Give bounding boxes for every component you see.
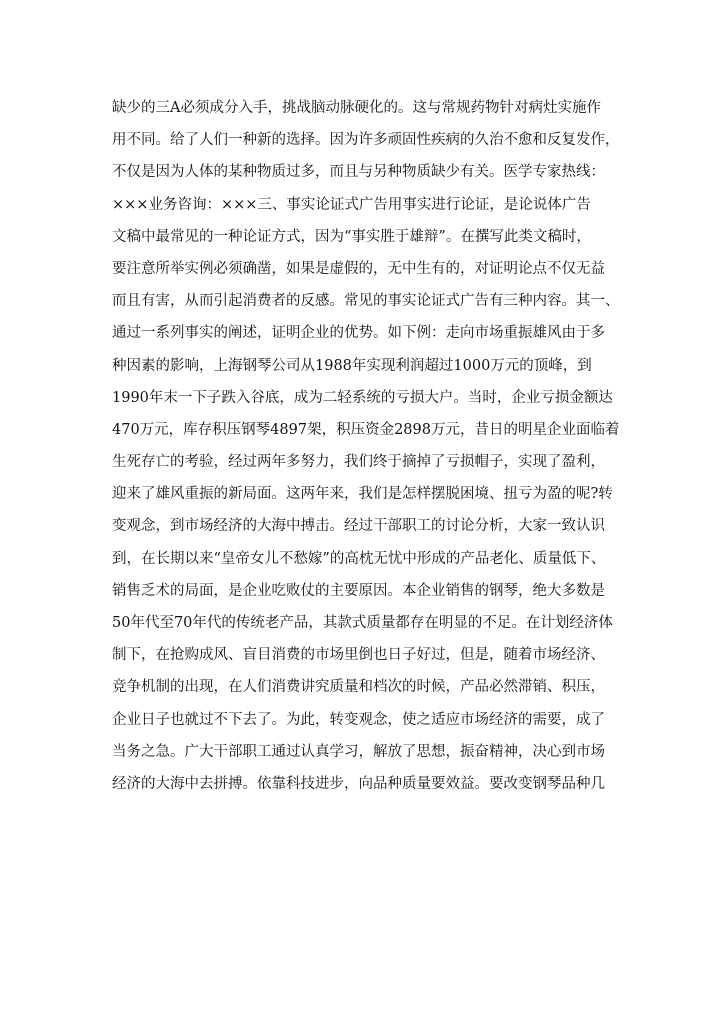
text-line: 文稿中最常见的一种论证方式，因为“事实胜于雄辩”。在撰写此类文稿时， (112, 228, 591, 245)
text-line: 当务之急。广大干部职工通过认真学习，解放了思想，振奋精神，决心到市场 (112, 743, 605, 760)
text-line: 通过一系列事实的阐述，证明企业的优势。如下例：走向市场重振雄风由于多 (112, 325, 605, 342)
text-line: 470万元，库存积压钢琴4897架，积压资金2898万元，昔日的明星企业面临着 (112, 421, 620, 438)
text-line: 生死存亡的考验，经过两年多努力，我们终于摘掉了亏损帽子，实现了盈利， (112, 454, 605, 471)
text-line: 要注意所举实例必须确凿，如果是虚假的，无中生有的，对证明论点不仅无益 (112, 260, 605, 277)
text-line: 销售乏术的局面，是企业吃败仗的主要原因。本企业销售的钢琴，绝大多数是 (112, 582, 605, 599)
text-line: 1990年末一下子跌入谷底，成为二轻系统的亏损大户。当时，企业亏损金额达 (112, 389, 613, 406)
text-line: 用不同。给了人们一种新的选择。因为许多顽固性疾病的久治不愈和反复发作， (112, 132, 620, 149)
text-line: 制下，在抢购成风、盲目消费的市场里倒也日子好过，但是，随着市场经济、 (112, 647, 605, 664)
text-line: 经济的大海中去拼搏。依靠科技进步，向品种质量要效益。要改变钢琴品种几 (112, 775, 605, 792)
text-line: 到，在长期以来“皇帝女儿不愁嫁”的高枕无忧中形成的产品老化、质量低下、 (112, 550, 606, 567)
text-line: 变观念，到市场经济的大海中搏击。经过干部职工的讨论分析，大家一致认识 (112, 518, 605, 535)
text-line: 缺少的三A必须成分入手，挑战脑动脉硬化的。这与常规药物针对病灶实施作 (112, 100, 601, 116)
text-line: 不仅是因为人体的某种物质过多，而且与另种物质缺少有关。医学专家热线： (112, 164, 605, 181)
text-line: 企业日子也就过不下去了。为此，转变观念，使之适应市场经济的需要，成了 (112, 711, 605, 728)
text-line: 种因素的影响，上海钢琴公司从1988年实现利润超过1000万元的顶峰，到 (112, 357, 592, 374)
text-line: 竞争机制的出现，在人们消费讲究质量和档次的时候，产品必然滞销、积压， (112, 679, 605, 696)
text-line: 50年代至70年代的传统老产品，其款式质量都存在明显的不足。在计划经济体 (112, 615, 613, 631)
text-line: 而且有害，从而引起消费者的反感。常见的事实论证式广告有三种内容。其一、 (112, 293, 620, 310)
body-text (112, 92, 632, 800)
text-line: 迎来了雄风重振的新局面。这两年来，我们是怎样摆脱困境、扭亏为盈的呢?转 (112, 486, 613, 503)
text-line: ×××业务咨询：×××三、事实论证式广告用事实进行论证，是论说体广告 (112, 196, 591, 213)
